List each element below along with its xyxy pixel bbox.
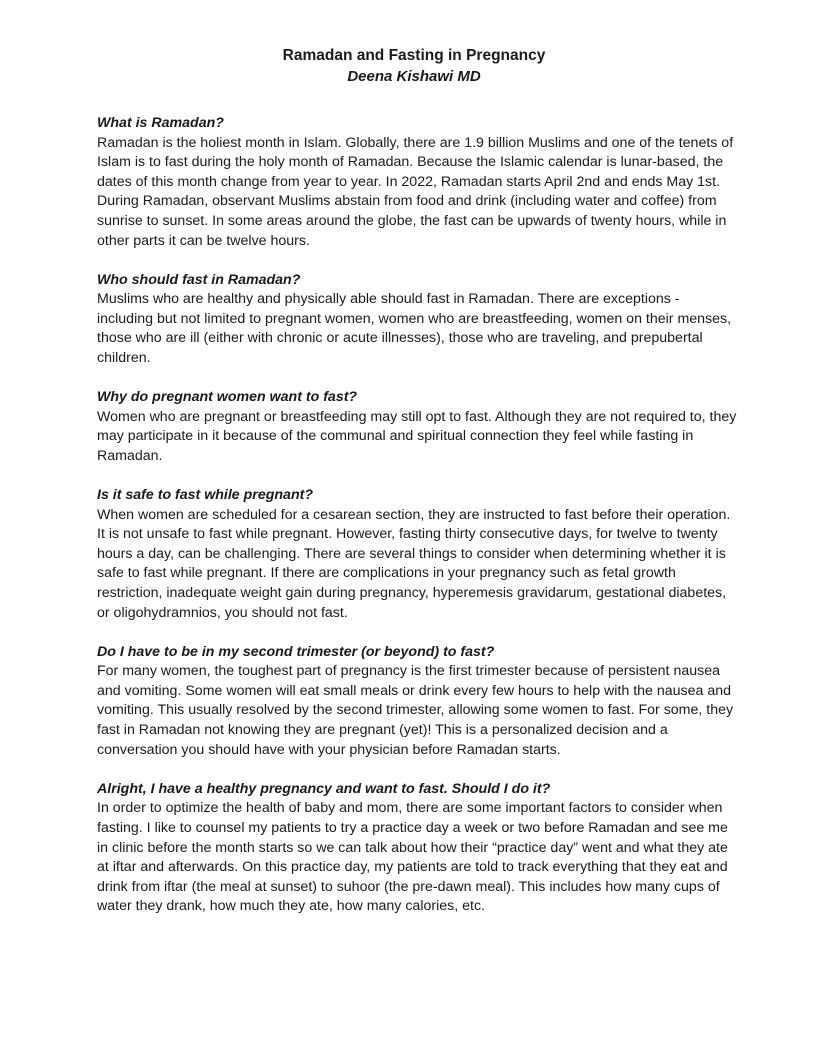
section-who-should-fast [97, 271, 737, 369]
section-second-trimester [97, 643, 737, 761]
section-healthy-pregnancy [97, 780, 737, 917]
section-paragraph: Women who are pregnant or breastfeeding may still opt to fast. Although they are not required to, they may participate in it because of the communal and spiritual connection they feel while fasting in Ramadan. [97, 408, 737, 464]
section-paragraph: For many women, the toughest part of pregnancy is the first trimester because of persistent nausea and vomiting. Some women will eat small meals or drink every few hours to help with the nausea and vomiting. This usually resolved by the second trimester, allowing some women to fast. For some, they fast in Ramadan not knowing they are pregnant (yet)! This is a personalized decision and a conversation you should have with your physician before Ramadan starts. [97, 663, 734, 758]
section-heading: Alright, I have a healthy pregnancy and want to fast. Should I do it? [97, 780, 551, 797]
document-author: Deena Kishawi MD [347, 68, 481, 85]
document-header [0, 45, 828, 86]
section-heading: Why do pregnant women want to fast? [97, 389, 358, 406]
section-paragraph: Ramadan is the holiest month in Islam. Globally, there are 1.9 billion Muslims and one of the tenets of Islam is to fast during the holy month of Ramadan. Because the Islamic calendar is lunar-based, the dates of this month change from year to year. In 2022, Ramadan starts April 2nd and ends May 1st. During Ramadan, observant Muslims abstain from food and drink (including water and coffee) from sunrise to sunset. In some areas around the globe, the fast can be upwards of twenty hours, while in other parts it can be twelve hours. [97, 134, 734, 249]
section-paragraph: When women are scheduled for a cesarean section, they are instructed to fast before their operation. It is not unsafe to fast while pregnant. However, fasting thirty consecutive days, for twelve to twenty hours a day, can be challenging. There are several things to consider when determining whether it is safe to fast while pregnant. If there are complications in your pregnancy such as fetal growth restriction, inadequate weight gain during pregnancy, hyperemesis gravidarum, gestational diabetes, or oligohydramnios, you should not fast. [97, 506, 731, 621]
section-paragraph: Muslims who are healthy and physically able should fast in Ramadan. There are exceptions - including but not limited to pregnant women, women who are breastfeeding, women on their menses, those who are ill (either with chronic or acute illnesses), those who are traveling, and prepubertal children. [97, 291, 732, 367]
document-title: Ramadan and Fasting in Pregnancy [282, 47, 546, 64]
section-heading: Is it safe to fast while pregnant? [97, 487, 313, 503]
section-why-pregnant-women-fast [97, 388, 737, 466]
section-is-it-safe [97, 486, 737, 623]
document-body [97, 114, 737, 936]
section-paragraph: In order to optimize the health of baby and mom, there are some important factors to consider when fasting. I like to counsel my patients to try a practice day a week or two before Ramadan and see me in clinic before the month starts so we can talk about how their “practice day” went and what they ate at iftar and afterwards. On this practice day, my patients are told to track everything that they eat and drink from iftar (the meal at sunset) to suhoor (the pre-dawn meal). This includes how many cups of water they drank, how much they ate, how many calories, etc. [97, 800, 728, 915]
section-heading: Who should fast in Ramadan? [97, 271, 301, 288]
section-what-is-ramadan [97, 114, 737, 251]
section-heading: What is Ramadan? [97, 115, 224, 131]
section-heading: Do I have to be in my second trimester (or beyond) to fast? [97, 643, 495, 660]
